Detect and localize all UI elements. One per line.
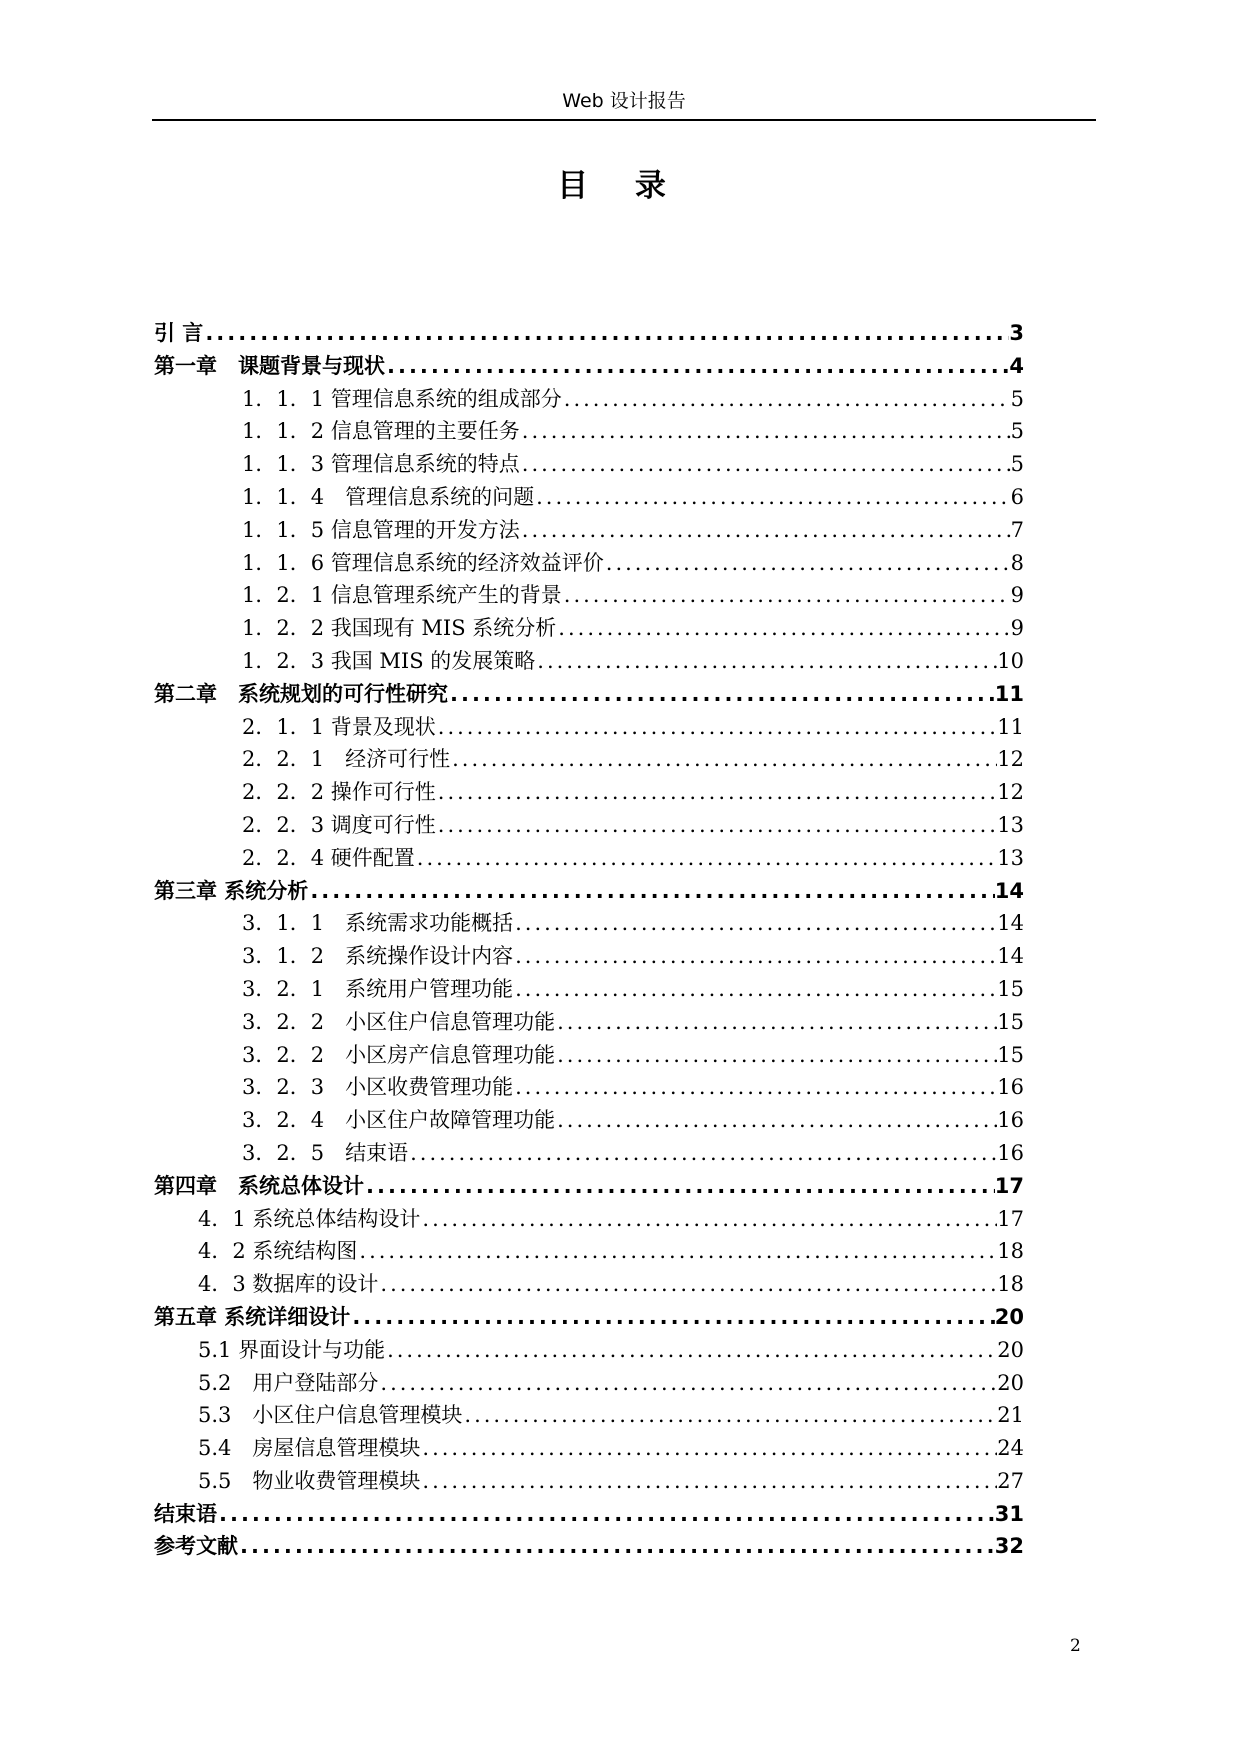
toc-entry-title: 1．1．4 管理信息系统的问题 (242, 484, 535, 509)
toc-entry-title: 1．1．5 信息管理的开发方法 (242, 517, 520, 542)
toc-entry-page: 4 (1009, 353, 1024, 378)
toc-entry-page: 12 (997, 747, 1024, 772)
toc-entry-title: 1．2．3 我国 MIS 的发展策略 (242, 648, 536, 673)
toc-entry-page: 6 (1010, 484, 1024, 509)
toc-entry[interactable] (154, 1465, 1024, 1498)
toc-entry-page: 18 (997, 1239, 1024, 1264)
toc-entry[interactable] (154, 1399, 1024, 1432)
toc-entry[interactable] (154, 1432, 1024, 1465)
toc-leader-dots (535, 645, 997, 678)
toc-entry-page: 12 (997, 780, 1024, 805)
toc-entry[interactable] (154, 1203, 1024, 1236)
toc-entry-title: 5.3 小区住户信息管理模块 (198, 1403, 463, 1428)
toc-entry[interactable] (154, 711, 1024, 744)
toc-entry[interactable] (154, 875, 1024, 908)
toc-leader-dots (238, 1530, 995, 1563)
toc-entry-page: 11 (997, 714, 1024, 739)
toc-entry-title: 1．1．1 管理信息系统的组成部分 (242, 386, 562, 411)
toc-leader-dots (555, 1039, 997, 1072)
toc-leader-dots (217, 1498, 995, 1531)
toc-entry-title: 1．2．2 我国现有 MIS 系统分析 (242, 616, 557, 641)
toc-entry[interactable] (154, 1006, 1024, 1039)
toc-leader-dots (520, 448, 1011, 481)
toc-entry[interactable] (154, 1137, 1024, 1170)
toc-leader-dots (520, 514, 1011, 547)
toc-entry-page: 21 (997, 1403, 1024, 1428)
toc-entry-title: 3．1．1 系统需求功能概括 (242, 911, 514, 936)
toc-entry-title: 3．2．1 系统用户管理功能 (242, 976, 514, 1001)
toc-leader-dots (513, 973, 997, 1006)
toc-entry-page: 11 (994, 681, 1024, 706)
toc-entry[interactable] (154, 383, 1024, 416)
toc-leader-dots (436, 776, 998, 809)
toc-entry[interactable] (154, 809, 1024, 842)
toc-entry-page: 18 (997, 1272, 1024, 1297)
toc-leader-dots (562, 383, 1011, 416)
toc-entry-page: 15 (997, 1009, 1024, 1034)
toc-leader-dots (385, 350, 1009, 383)
toc-leader-dots (562, 579, 1011, 612)
toc-entry-title: 2．2．3 调度可行性 (242, 812, 436, 837)
toc-entry-title: 3．2．4 小区住户故障管理功能 (242, 1108, 556, 1133)
toc-entry-page: 10 (997, 648, 1024, 673)
toc-entry[interactable] (154, 743, 1024, 776)
toc-leader-dots (556, 612, 1010, 645)
toc-leader-dots (408, 1137, 997, 1170)
toc-leader-dots (308, 875, 994, 908)
toc-entry-title: 4．2 系统结构图 (198, 1239, 358, 1264)
toc-leader-dots (420, 1432, 997, 1465)
toc-entry-title: 3．2．2 小区房产信息管理功能 (242, 1042, 556, 1067)
toc-entry-page: 5 (1010, 386, 1024, 411)
toc-entry-title: 5.1 界面设计与功能 (198, 1337, 386, 1362)
toc-entry-page: 16 (997, 1075, 1024, 1100)
toc-leader-dots (604, 547, 1011, 580)
toc-entry-title: 第五章 系统详细设计 (154, 1304, 351, 1329)
toc-leader-dots (415, 842, 998, 875)
toc-leader-dots (513, 940, 997, 973)
page-header: Web 设计报告 (562, 90, 686, 112)
toc-entry-page: 14 (994, 878, 1024, 903)
toc-entry[interactable] (154, 1039, 1024, 1072)
toc-entry-title: 第一章 课题背景与现状 (154, 353, 385, 378)
toc-entry-title: 1．1．3 管理信息系统的特点 (242, 452, 520, 477)
toc-entry[interactable] (154, 1498, 1024, 1531)
toc-entry-title: 5.4 房屋信息管理模块 (198, 1436, 421, 1461)
toc-leader-dots (450, 743, 997, 776)
toc-entry-page: 15 (997, 1042, 1024, 1067)
toc-leader-dots (420, 1465, 997, 1498)
toc-entry-title: 3．2．5 结束语 (242, 1140, 409, 1165)
toc-entry[interactable] (154, 547, 1024, 580)
toc-entry-title: 第三章 系统分析 (154, 878, 309, 903)
toc-entry[interactable] (154, 514, 1024, 547)
toc-leader-dots (555, 1006, 997, 1039)
toc-entry-title: 引 言 (154, 321, 204, 345)
toc-entry[interactable] (154, 1367, 1024, 1400)
toc-entry-page: 9 (1010, 583, 1024, 608)
toc-entry-page: 27 (997, 1468, 1024, 1493)
toc-leader-dots (420, 1203, 997, 1236)
toc-entry[interactable] (154, 481, 1024, 514)
toc-entry-title: 3．2．2 小区住户信息管理功能 (242, 1009, 556, 1034)
toc-entry-title: 5.5 物业收费管理模块 (198, 1468, 421, 1493)
toc-entry-title: 3．1．2 系统操作设计内容 (242, 944, 514, 969)
toc-leader-dots (555, 1104, 997, 1137)
toc-leader-dots (513, 907, 997, 940)
toc-entry[interactable] (154, 1268, 1024, 1301)
toc-entry-page: 24 (997, 1436, 1024, 1461)
toc-entry-page: 17 (994, 1173, 1024, 1198)
toc-entry[interactable] (154, 1071, 1024, 1104)
toc-entry[interactable] (154, 1235, 1024, 1268)
toc-entry[interactable] (154, 612, 1024, 645)
toc-entry-page: 9 (1010, 616, 1024, 641)
toc-entry-title: 第二章 系统规划的可行性研究 (154, 681, 448, 706)
toc-leader-dots (513, 1071, 997, 1104)
toc-entry[interactable] (154, 973, 1024, 1006)
toc-leader-dots (378, 1268, 997, 1301)
toc-entry-page: 20 (994, 1304, 1024, 1329)
toc-entry[interactable] (154, 1334, 1024, 1367)
toc-entry-page: 7 (1010, 517, 1024, 542)
page-number: 2 (1070, 1636, 1081, 1656)
toc-entry[interactable] (154, 776, 1024, 809)
toc-leader-dots (448, 678, 995, 711)
toc-leader-dots (203, 317, 1009, 350)
toc-entry-title: 1．2．1 信息管理系统产生的背景 (242, 583, 562, 608)
toc-entry[interactable] (154, 1530, 1024, 1563)
toc-entry[interactable] (154, 1104, 1024, 1137)
toc-entry-page: 20 (997, 1337, 1024, 1362)
toc-entry-title: 2．2．2 操作可行性 (242, 780, 436, 805)
toc-entry-title: 1．1．6 管理信息系统的经济效益评价 (242, 550, 604, 575)
toc-entry[interactable] (154, 907, 1024, 940)
toc-entry-page: 31 (994, 1501, 1024, 1526)
toc-entry-page: 14 (997, 944, 1024, 969)
toc-leader-dots (436, 809, 998, 842)
toc-entry-title: 4．1 系统总体结构设计 (198, 1206, 421, 1231)
toc-entry[interactable] (154, 645, 1024, 678)
toc-entry[interactable] (154, 317, 1024, 350)
toc-entry-page: 5 (1010, 419, 1024, 444)
toc-entry-title: 3．2．3 小区收费管理功能 (242, 1075, 514, 1100)
toc-entry[interactable] (154, 415, 1024, 448)
toc-entry[interactable] (154, 1170, 1024, 1203)
toc-entry-page: 16 (997, 1140, 1024, 1165)
toc-entry[interactable] (154, 579, 1024, 612)
table-of-contents (154, 317, 1024, 1563)
toc-entry-page: 17 (997, 1206, 1024, 1231)
toc-leader-dots (385, 1334, 997, 1367)
toc-entry-page: 3 (1009, 321, 1024, 345)
toc-leader-dots (520, 415, 1011, 448)
toc-leader-dots (462, 1399, 997, 1432)
toc-leader-dots (436, 711, 998, 744)
toc-entry-page: 14 (997, 911, 1024, 936)
toc-leader-dots (357, 1235, 997, 1268)
toc-entry[interactable] (154, 678, 1024, 711)
toc-entry-title: 结束语 (154, 1501, 217, 1526)
toc-entry-page: 13 (997, 845, 1024, 870)
toc-entry-page: 8 (1010, 550, 1024, 575)
toc-entry-page: 20 (997, 1370, 1024, 1395)
toc-entry-title: 2．1．1 背景及现状 (242, 714, 436, 739)
toc-title: 目 录 (557, 168, 684, 204)
toc-leader-dots (534, 481, 1011, 514)
toc-entry-page: 32 (994, 1534, 1024, 1559)
toc-entry-page: 16 (997, 1108, 1024, 1133)
toc-leader-dots (350, 1301, 994, 1334)
toc-entry-title: 2．2．4 硬件配置 (242, 845, 415, 870)
toc-entry-title: 2．2．1 经济可行性 (242, 747, 451, 772)
toc-entry-title: 第四章 系统总体设计 (154, 1173, 364, 1198)
toc-entry-page: 5 (1010, 452, 1024, 477)
toc-leader-dots (378, 1367, 997, 1400)
toc-entry-title: 1．1．2 信息管理的主要任务 (242, 419, 520, 444)
toc-entry[interactable] (154, 940, 1024, 973)
toc-leader-dots (364, 1170, 995, 1203)
toc-entry[interactable] (154, 448, 1024, 481)
toc-entry-page: 13 (997, 812, 1024, 837)
toc-entry-page: 15 (997, 976, 1024, 1001)
toc-entry-title: 5.2 用户登陆部分 (198, 1370, 379, 1395)
toc-entry[interactable] (154, 842, 1024, 875)
toc-entry-title: 参考文献 (154, 1534, 238, 1559)
toc-entry[interactable] (154, 1301, 1024, 1334)
header-rule (152, 119, 1096, 121)
toc-entry-title: 4．3 数据库的设计 (198, 1272, 379, 1297)
toc-entry[interactable] (154, 350, 1024, 383)
